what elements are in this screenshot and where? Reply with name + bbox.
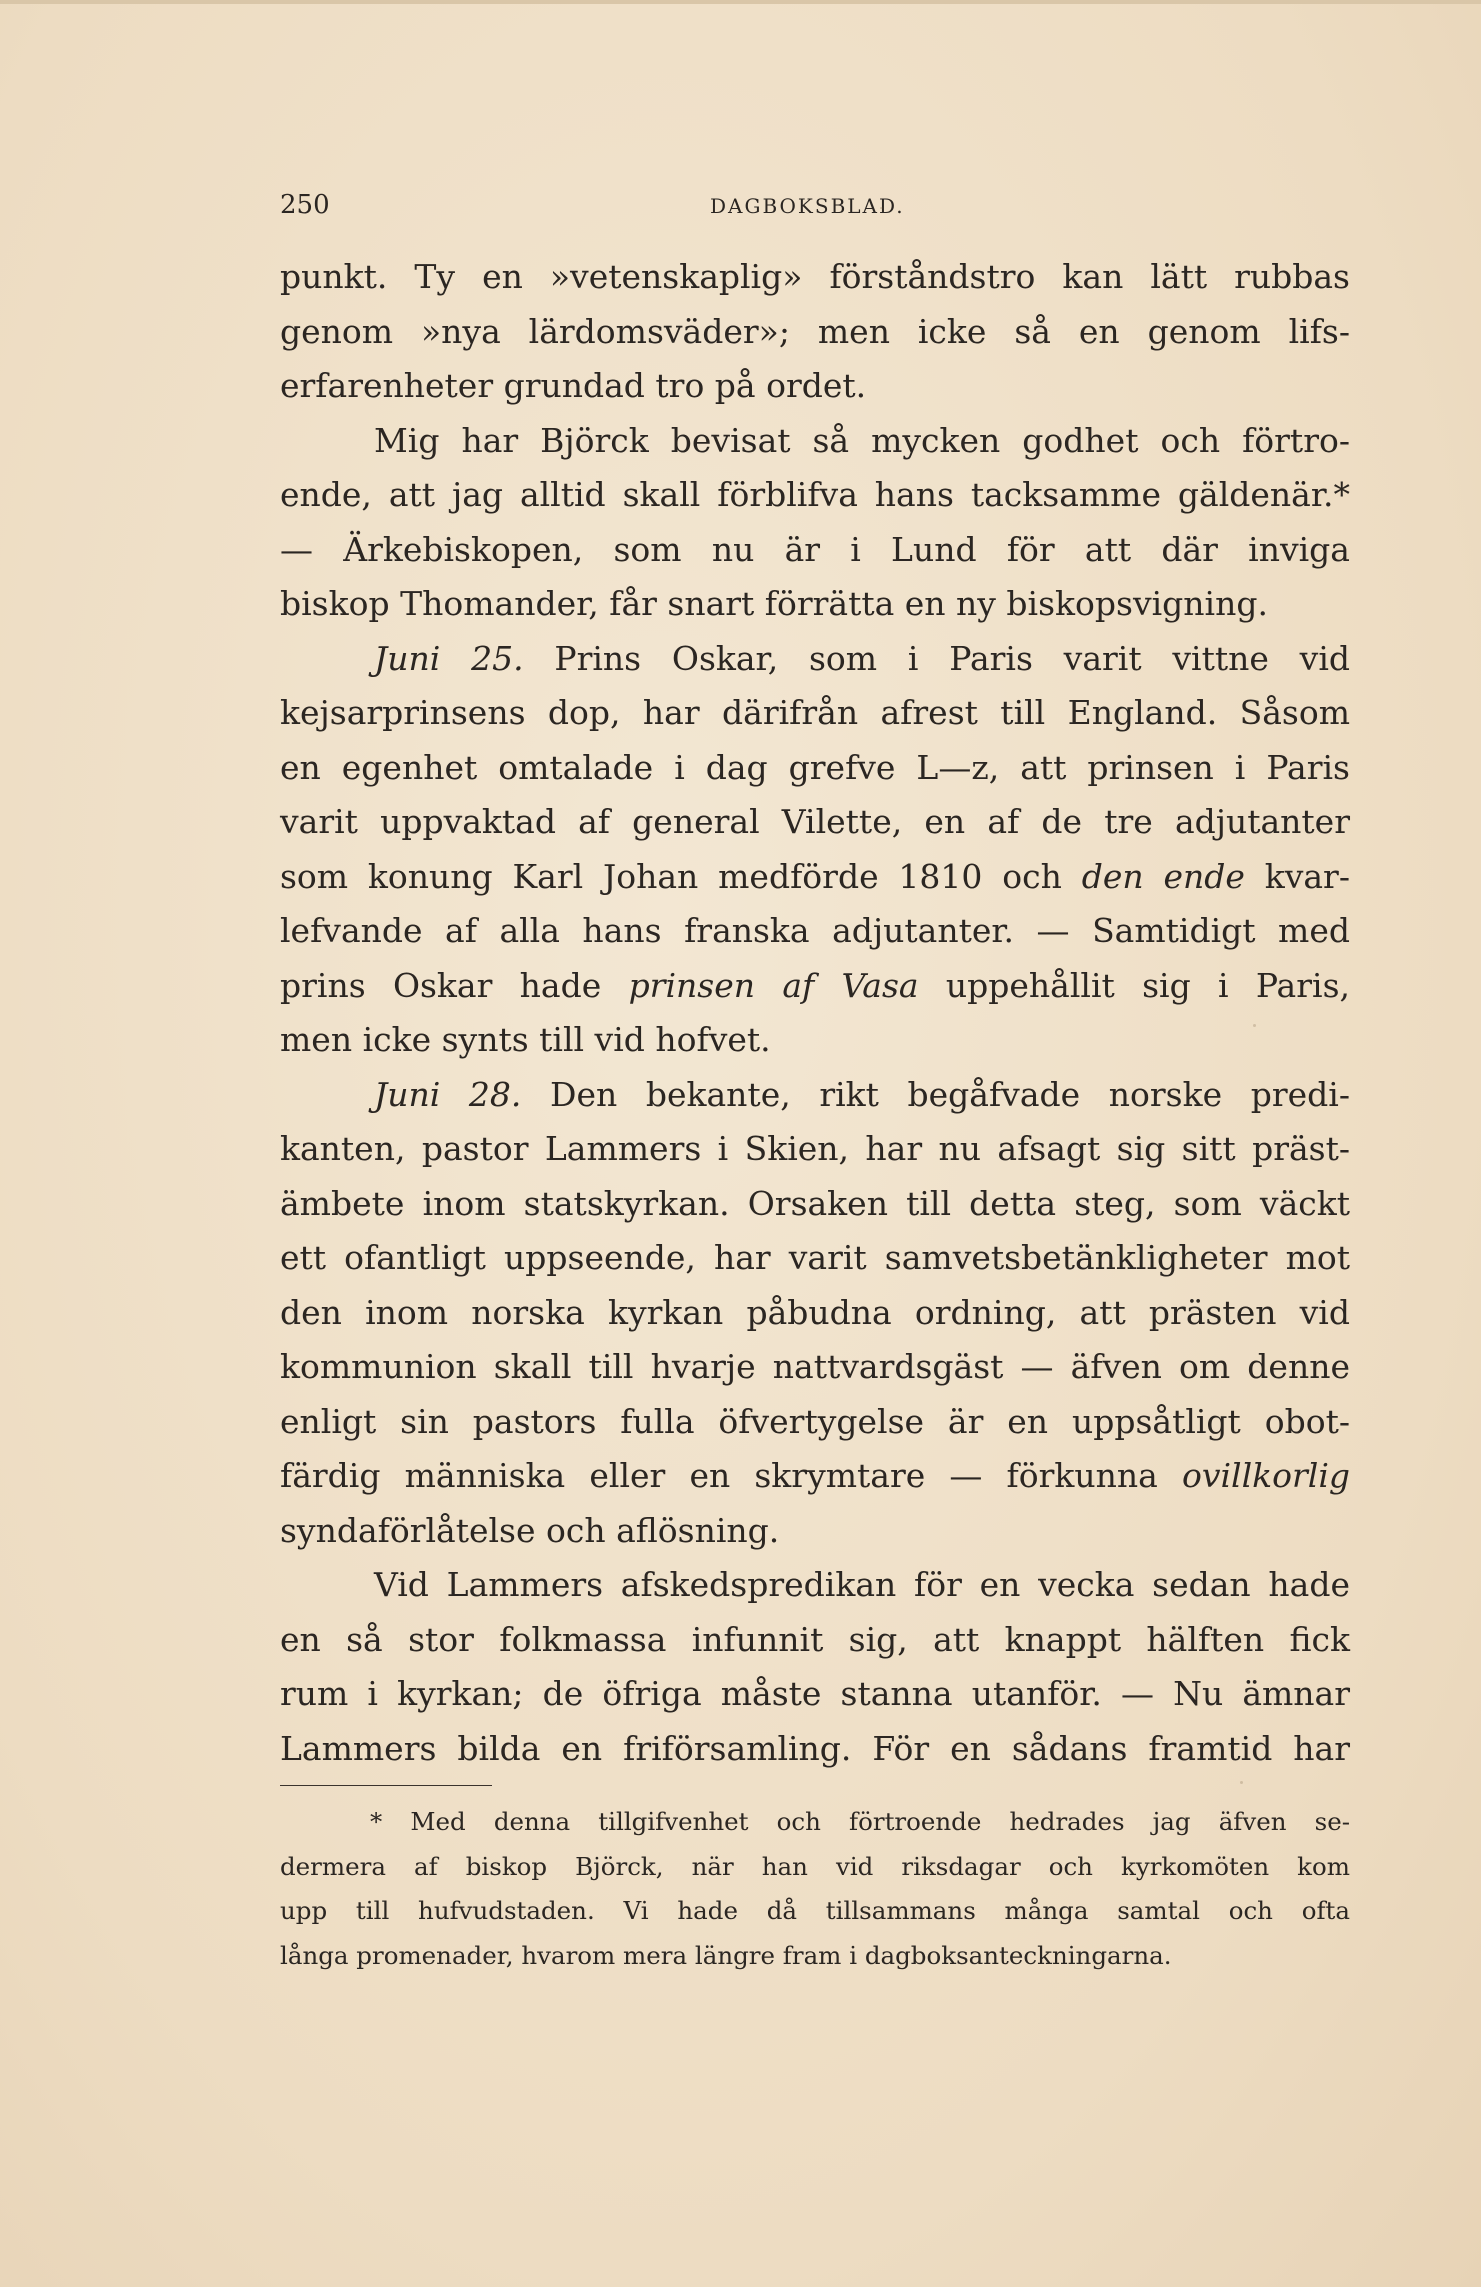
text-line [280, 632, 1350, 687]
line-text: som konung Karl Johan medförde 1810 och [280, 856, 1082, 896]
text-line [280, 1722, 1350, 1777]
line-text: biskop Thomander, får snart förrätta en ny biskopsvigning. [280, 584, 1268, 623]
line-text: kommunion skall till hvarje nattvardsgäst — äfven om denne [280, 1347, 1350, 1386]
text-line [280, 1449, 1350, 1504]
text-line [280, 1395, 1350, 1450]
line-text: Mig har Björck bevisat så mycken godhet och förtro- [374, 420, 1350, 460]
line-text: en egenhet omtalade i dag grefve L—z, att prinsen i Paris [280, 747, 1350, 787]
footnote-text: dermera af biskop Björck, när han vid riksdagar och kyrkomöten kom [280, 1851, 1350, 1881]
line-text: Den bekante, rikt begåfvade norske predi- [521, 1074, 1350, 1114]
emphasis-text: ende [1163, 856, 1245, 896]
text-line [280, 1558, 1350, 1613]
line-text: men icke synts till vid hofvet. [280, 1020, 771, 1059]
line-text: Prins Oskar, som i Paris varit vittne vid [523, 638, 1351, 678]
text-line [280, 359, 1350, 414]
footnote-rule [280, 1785, 492, 1786]
line-text: Vid Lammers afskedspredikan för en vecka sedan hade [374, 1565, 1350, 1604]
page-header [280, 190, 1350, 220]
text-line [280, 1667, 1350, 1722]
text-line [280, 1340, 1350, 1395]
line-text: ett ofantligt uppseende, har varit samvetsbetänkligheter mot [280, 1238, 1350, 1277]
line-text: kanten, pastor Lammers i Skien, har nu afsagt sig sitt präst- [280, 1129, 1350, 1168]
line-text: färdig människa eller en skrymtare — förkunna [280, 1456, 1182, 1495]
footnote-line [280, 1889, 1350, 1934]
entry-date: Juni 28. [374, 1074, 522, 1114]
line-text: ämbete inom statskyrkan. Orsaken till detta steg, som väckt [280, 1183, 1350, 1223]
text-line [280, 250, 1350, 305]
footnote-text: långa promenader, hvarom mera längre fram i dagboksanteckningarna. [280, 1940, 1172, 1970]
text-line [280, 1013, 1350, 1068]
line-text: lefvande af alla hans franska adjutanter. — Samtidigt med [280, 911, 1350, 950]
entry-date: Juni 25. [374, 638, 524, 678]
line-text: uppehållit sig i Paris, [918, 965, 1350, 1005]
text-line [280, 1286, 1350, 1341]
text-line [280, 686, 1350, 741]
line-text: — Ärkebiskopen, som nu är i Lund för att där inviga [280, 529, 1350, 569]
footnote-line [280, 1934, 1350, 1979]
line-text [755, 966, 782, 1005]
line-text: Lammers bilda en friförsamling. För en sådans framtid har [280, 1728, 1350, 1768]
text-line [280, 850, 1350, 905]
emphasis-text: ovillkorlig [1181, 1456, 1350, 1495]
footnote-line [280, 1800, 1350, 1845]
text-line [280, 1068, 1350, 1123]
body-text [280, 250, 1350, 1776]
text-line [280, 959, 1350, 1014]
line-text: syndaförlåtelse och aflösning. [280, 1510, 780, 1550]
running-head: DAGBOKSBLAD. [710, 194, 905, 218]
paper-spot [1253, 1024, 1256, 1027]
text-line [280, 1613, 1350, 1668]
text-line [280, 1504, 1350, 1559]
line-text: den inom norska kyrkan påbudna ordning, att prästen vid [280, 1292, 1350, 1332]
paper-spot [880, 207, 883, 209]
line-text: enligt sin pastors fulla öfvertygelse är en uppsåtligt obot- [280, 1401, 1350, 1441]
emphasis-text: prinsen [628, 965, 755, 1005]
footnote-text: upp till hufvudstaden. Vi hade då tillsammans många samtal och ofta [280, 1896, 1350, 1925]
footnote [280, 1800, 1350, 1978]
paper-spot [1240, 1781, 1243, 1784]
line-text: varit uppvaktad af general Vilette, en af de tre adjutanter [280, 802, 1350, 841]
line-text: en så stor folkmassa infunnit sig, att knappt hälften fick [280, 1619, 1350, 1659]
text-line [280, 414, 1350, 469]
footnote-line [280, 1845, 1350, 1890]
line-text [1144, 857, 1164, 896]
text-line [280, 1122, 1350, 1177]
line-text: punkt. Ty en »vetenskaplig» förståndstro kan lätt rubbas [280, 257, 1350, 296]
line-text: ende, att jag alltid skall förblifva hans tacksamme gäldenär.* [280, 475, 1350, 514]
emphasis-text: af Vasa [782, 965, 919, 1005]
text-line [280, 523, 1350, 578]
text-line [280, 1177, 1350, 1232]
text-line [280, 577, 1350, 632]
page-number: 250 [280, 190, 330, 220]
page-top-edge [0, 0, 1481, 4]
text-line [280, 1231, 1350, 1286]
text-line [280, 795, 1350, 850]
emphasis-text: den [1081, 856, 1144, 896]
text-line [280, 305, 1350, 360]
footnote-text: * Med denna tillgifvenhet och förtroende hedrades jag äfven se- [370, 1807, 1350, 1836]
line-text: kejsarprinsens dop, har därifrån afrest till England. Såsom [280, 693, 1350, 732]
line-text: kvar- [1244, 856, 1350, 896]
line-text: prins Oskar hade [280, 965, 629, 1005]
text-line [280, 904, 1350, 959]
text-line [280, 741, 1350, 796]
line-text: genom »nya lärdomsväder»; men icke så en genom lifs- [280, 311, 1350, 351]
line-text: erfarenheter grundad tro på ordet. [280, 366, 867, 405]
text-line [280, 468, 1350, 523]
line-text: rum i kyrkan; de öfriga måste stanna utanför. — Nu ämnar [280, 1674, 1350, 1713]
